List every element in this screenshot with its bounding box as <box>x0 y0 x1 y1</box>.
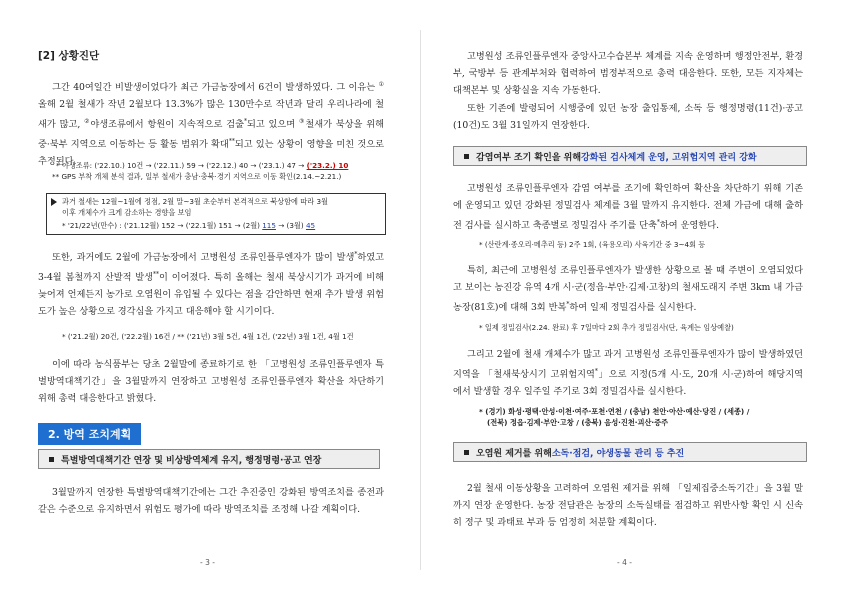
box-line-2: 이후 개체수가 크게 감소하는 경향을 보임 <box>62 208 192 217</box>
box-line-1: 과거 철새는 12월~1월에 정점, 2월 말~3월 초순부터 본격적으로 북상함에 따라 3월 <box>62 197 328 206</box>
footnote-past-cases: * ('21.2월) 20건, ('22.2월) 16건 / ** ('21년) 3월 5건, 4월 1건, ('22년) 3월 1건, 4월 1건 <box>62 332 354 341</box>
banner-special-period: 특별방역대책기간 연장 및 비상방역체계 유지, 행정명령·공고 연장 <box>38 449 380 469</box>
footnote-intensive-inspection: * 일제 정밀검사(2.24. 완료) 후 7일마다 2회 추가 정밀검사(단, 육계는 임상예찰) <box>479 323 734 332</box>
risk-area-paragraph: 특히, 최근에 고병원성 조류인플루엔자가 발생한 상황으로 볼 때 주변이 오염되었다고 보이는 농진강 유역 4개 시·군(정읍·부안·김제·고창)의 철새도래지 주변 3km 내 가금농장(81호)에 대해 3회 반복*하여 일제 정밀검사를 실시한다. <box>453 265 803 314</box>
square-bullet-icon <box>464 154 469 159</box>
extension-paragraph: 이에 따라 농식품부는 당초 2월말에 종료하기로 한 「고병원성 조류인플루엔자 특별방역대책기간」을 3월말까지 연장하고 고병원성 조류인플루엔자 확산을 차단하기 위해 총력 대응한다고 밝혔다. <box>38 359 384 404</box>
plan-paragraph: 3월말까지 연장한 특별방역대책기간에는 그간 추진중인 강화된 방역조치를 종전과 같은 수준으로 유지하면서 위험도 평가에 따라 방역조치를 조정해 나갈 계획이다. <box>38 487 384 515</box>
footnote-gps: ** GPS 부착 개체 분석 결과, 일부 철새가 충남·충북·경기 지역으로 이동 확인(2.14.~2.21.) <box>52 172 342 181</box>
disinfection-paragraph: 2월 철새 이동상황을 고려하여 오염원 제거를 위해 「일제집중소독기간」을 3월 말까지 연장 운영한다. 농장 전담관은 농장의 소독실태를 점검하고 위반사항 확인 시 신속히 정구 및 과태료 부과 등 엄정히 처분할 계획이다. <box>453 483 803 528</box>
section-heading: [2] 상황진단 <box>38 50 100 62</box>
page-number: - 4 - <box>617 558 632 567</box>
footnote-inspection-cycle: * (산란계·종오리·메추리 등) 2주 1회, (육용오리) 사육기간 중 3~4회 등 <box>479 240 706 249</box>
situation-paragraph: 그간 40여일간 비발생이었다가 최근 가금농장에서 6건이 발생하였다. 그 이유는 ①올해 2월 철새가 작년 2월보다 13.3%가 많은 130만수로 작년과 달리 우리나라에 철새가 많고, ②야생조류에서 항원이 지속적으로 검출*되고 있으며 ③철새가 북상을 위해 중·북부 지역으로 이동하는 등 활동 범위가 확대**되고 있는 상황이 영향을 미친 것으로 추정된다. <box>38 81 385 168</box>
footnote-regions-line2: (전북) 정읍·김제·부안·고창 / (충북) 음성·진천·괴산·증주 <box>487 418 669 427</box>
right-page <box>421 0 841 595</box>
square-bullet-icon <box>49 457 54 462</box>
high-risk-paragraph: 그리고 2월에 철새 개체수가 많고 과거 고병원성 조류인플루엔자가 많이 발생하였던 지역을 「철새북상시기 고위험지역*」으로 지정(5개 시·도, 20개 시·군)하여 해당지역에서 발생할 경우 일주일 주기로 3회 정밀검사를 실시한다. <box>453 349 804 398</box>
admin-order-paragraph: 또한 기존에 발령되어 시행중에 있던 농장 출입통제, 소독 등 행정명령(11건)·공고(10건)도 3월 31일까지 연장한다. <box>453 103 803 131</box>
footnote-wild-birds: * 야생조류: ('22.10.) 10건 → ('22.11.) 59 → ('22.12.) 40 → ('23.1.) 47 → ('23.2.) 10 <box>56 161 349 170</box>
banner-disinfection: 오염원 제거를 위해 소독·점검, 야생동물 관리 등 추진 <box>453 442 807 462</box>
inspection-paragraph: 고병원성 조류인플루엔자 감염 여부를 조기에 확인하여 확산을 차단하기 위해 기존에 운영되고 있던 강화된 정밀검사 체계를 3월 말까지 유지한다. 전체 가금에 대해 출하 전 검사를 실시하고 축종별로 정밀검사 주기를 단축*하여 운영한다. <box>453 183 803 232</box>
chapter-title: 2. 방역 조치계획 <box>38 423 141 445</box>
hq-paragraph: 고병원성 조류인플루엔자 중앙사고수습본부 체계를 지속 운영하며 행정안전부, 환경부, 국방부 등 관계부처와 협력하여 범정부적으로 총력 대응한다. 또한, 모든 지자체는 대책본부 및 상황실을 지속 가동한다. <box>453 51 803 96</box>
page-number: - 3 - <box>200 558 215 567</box>
info-box-migration <box>46 193 386 235</box>
left-page <box>0 0 420 595</box>
banner-inspection: 감염여부 조기 확인을 위해 강화된 검사체계 운영, 고위험지역 관리 강화 <box>453 146 807 166</box>
past-outbreak-paragraph: 또한, 과거에도 2월에 가금농장에서 고병원성 조류인플루엔자가 많이 발생*하였고 3-4월 봄철까지 산발적 발생**이 이어졌다. 특히 올해는 철새 북상시기가 과거에 비해 늦어져 언제든지 농가로 오염원이 유입될 수 있다는 점을 감안하면 현재 추가 발생 위험도가 높은 상황으로 경각심을 가지고 대응해야 할 시기이다. <box>38 251 384 318</box>
square-bullet-icon <box>464 450 469 455</box>
footnote-regions-line1: * (경기) 화성·평택·안성·이천·여주·포천·연천 / (충남) 천안·아산·예산·당진 / (세종) / <box>479 407 750 416</box>
triangle-bullet-icon <box>51 198 57 206</box>
box-footnote: * '21/22년(만수) : ('21.12월) 152 → ('22.1월) 151 → (2월) 115 → (3월) 45 <box>62 221 316 230</box>
